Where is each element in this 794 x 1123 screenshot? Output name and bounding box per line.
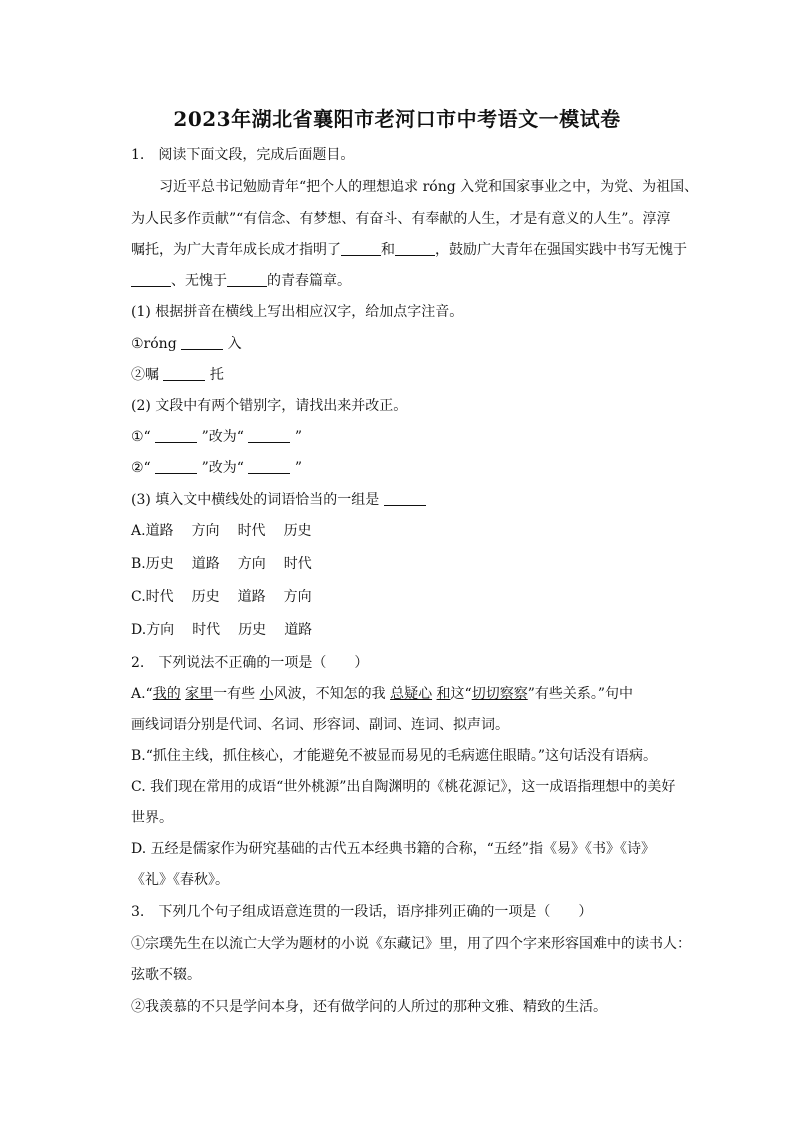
- q2-option-d-line-2: 《礼》《春秋》。: [131, 872, 229, 888]
- q1-sub2-item-b: [131, 458, 302, 478]
- option-key: B.: [131, 556, 146, 572]
- item-text: ”: [294, 429, 303, 445]
- option-text: 一有些: [213, 686, 256, 702]
- q2-option-c-line-2: 世界。: [131, 810, 173, 826]
- item-text: (3) 填入文中横线处的词语恰当的一组是: [131, 492, 380, 508]
- option-text: 风波，不知怎的我: [273, 686, 386, 702]
- fill-blank[interactable]: [131, 272, 171, 287]
- option-key: C.: [131, 589, 146, 605]
- answer-blank[interactable]: [155, 428, 197, 443]
- option-word: 时代: [145, 589, 174, 605]
- item-text: ②“: [131, 460, 151, 476]
- answer-blank[interactable]: [163, 366, 205, 381]
- q1-sub2-stem: (2) 文段中有两个错别字，请找出来并改正。: [131, 398, 408, 414]
- q2-option-d-line-1[interactable]: D. 五经是儒家作为研究基础的古代五本经典书籍的合称，“五经”指《易》《书》《诗》: [131, 841, 655, 857]
- option-text: A.“: [131, 686, 153, 702]
- option-word: 时代: [237, 523, 266, 539]
- q1-sub3-stem: [131, 490, 426, 510]
- underlined-word: 小: [259, 686, 274, 702]
- q1-sub1-item-a: [131, 334, 242, 354]
- answer-blank[interactable]: [248, 459, 290, 474]
- item-text: ①róng: [131, 336, 177, 352]
- fill-blank[interactable]: [395, 241, 435, 256]
- q2-stem: 2. 下列说法不正确的一项是（ ）: [131, 655, 369, 671]
- q1-option-c[interactable]: [131, 587, 312, 607]
- q1-sub1-item-b: [131, 365, 224, 385]
- option-word: 方向: [146, 622, 175, 638]
- fill-blank[interactable]: [227, 272, 267, 287]
- option-word: 历史: [283, 523, 312, 539]
- option-key: D.: [131, 622, 147, 638]
- option-word: 道路: [237, 589, 266, 605]
- q1-option-d[interactable]: [131, 620, 312, 640]
- q1-paragraph-line-1: 习近平总书记勉励青年“把个人的理想追求 róng 入党和国家事业之中，为党、为祖国、: [159, 179, 699, 195]
- option-word: 方向: [237, 556, 266, 572]
- q1-paragraph-text: 嘱托，为广大青年成长成才指明了: [131, 242, 341, 258]
- q2-option-b[interactable]: B.“抓住主线，抓住核心，才能避免不被显而易见的毛病遮住眼睛。”这句话没有语病。: [131, 748, 658, 764]
- option-key: A.: [131, 523, 146, 539]
- option-word: 历史: [238, 622, 267, 638]
- option-word: 道路: [191, 556, 220, 572]
- option-word: 方向: [283, 589, 312, 605]
- answer-blank[interactable]: [181, 335, 223, 350]
- option-word: 时代: [192, 622, 221, 638]
- option-text: 这“: [450, 686, 472, 702]
- item-text: 托: [209, 367, 224, 383]
- q3-sentence-1-line-1: ①宗璞先生在以流亡大学为题材的小说《东藏记》里，用了四个字来形容国难中的读书人：: [131, 936, 691, 952]
- option-text: ”有些关系。”句中: [527, 686, 634, 702]
- answer-blank[interactable]: [384, 491, 426, 506]
- underlined-word: 家里: [185, 686, 214, 702]
- answer-blank[interactable]: [248, 428, 290, 443]
- item-text: ”改为“: [201, 429, 244, 445]
- q3-sentence-2: ②我羡慕的不只是学问本身，还有做学问的人所过的那种文雅、精致的生活。: [131, 999, 607, 1015]
- option-word: 道路: [284, 622, 313, 638]
- q2-option-c-line-1[interactable]: C. 我们现在常用的成语“世外桃源”出自陶渊明的《桃花源记》，这一成语指理想中的美好: [131, 779, 676, 795]
- q1-paragraph-text: 的青春篇章。: [267, 273, 351, 289]
- underlined-word: 切切察察: [471, 686, 528, 702]
- q1-paragraph-line-3: [131, 240, 687, 260]
- q1-sub2-item-a: [131, 427, 302, 447]
- q2-option-a-line-2: 画线词语分别是代词、名词、形容词、副词、连词、拟声词。: [131, 717, 509, 733]
- q1-paragraph-text: ，鼓励广大青年在强国实践中书写无愧于: [435, 242, 687, 258]
- option-word: 方向: [191, 523, 220, 539]
- option-word: 历史: [191, 589, 220, 605]
- fill-blank[interactable]: [341, 241, 381, 256]
- q1-paragraph-text: 和: [381, 242, 395, 258]
- page-title: 2023年湖北省襄阳市老河口市中考语文一模试卷: [173, 107, 621, 131]
- q1-paragraph-line-4: [131, 271, 351, 291]
- q1-stem: 1. 阅读下面文段，完成后面题目。: [131, 147, 355, 163]
- q1-option-a[interactable]: [131, 521, 312, 541]
- q1-paragraph-line-2: 为人民多作贡献”“有信念、有梦想、有奋斗、有奉献的人生，才是有意义的人生”。淳淳: [131, 211, 671, 227]
- underlined-word: 总疑心: [390, 686, 433, 702]
- answer-blank[interactable]: [155, 459, 197, 474]
- q3-sentence-1-line-2: 弦歌不辍。: [131, 967, 201, 983]
- q1-paragraph-text: 、无愧于: [171, 273, 227, 289]
- underlined-word: 和: [436, 686, 451, 702]
- item-text: ”改为“: [201, 460, 244, 476]
- q1-sub1-stem: (1) 根据拼音在横线上写出相应汉字，给加点字注音。: [131, 304, 464, 320]
- option-word: 历史: [145, 556, 174, 572]
- item-text: ①“: [131, 429, 151, 445]
- underlined-word: 我的: [152, 686, 181, 702]
- q3-stem: 3. 下列几个句子组成语意连贯的一段话，语序排列正确的一项是（ ）: [131, 904, 593, 920]
- item-text: 入: [227, 336, 242, 352]
- item-text: ”: [294, 460, 303, 476]
- option-word: 道路: [145, 523, 174, 539]
- q2-option-a-line-1[interactable]: [131, 684, 633, 704]
- option-word: 时代: [283, 556, 312, 572]
- item-text: ②嘱: [131, 367, 159, 383]
- q1-option-b[interactable]: [131, 554, 312, 574]
